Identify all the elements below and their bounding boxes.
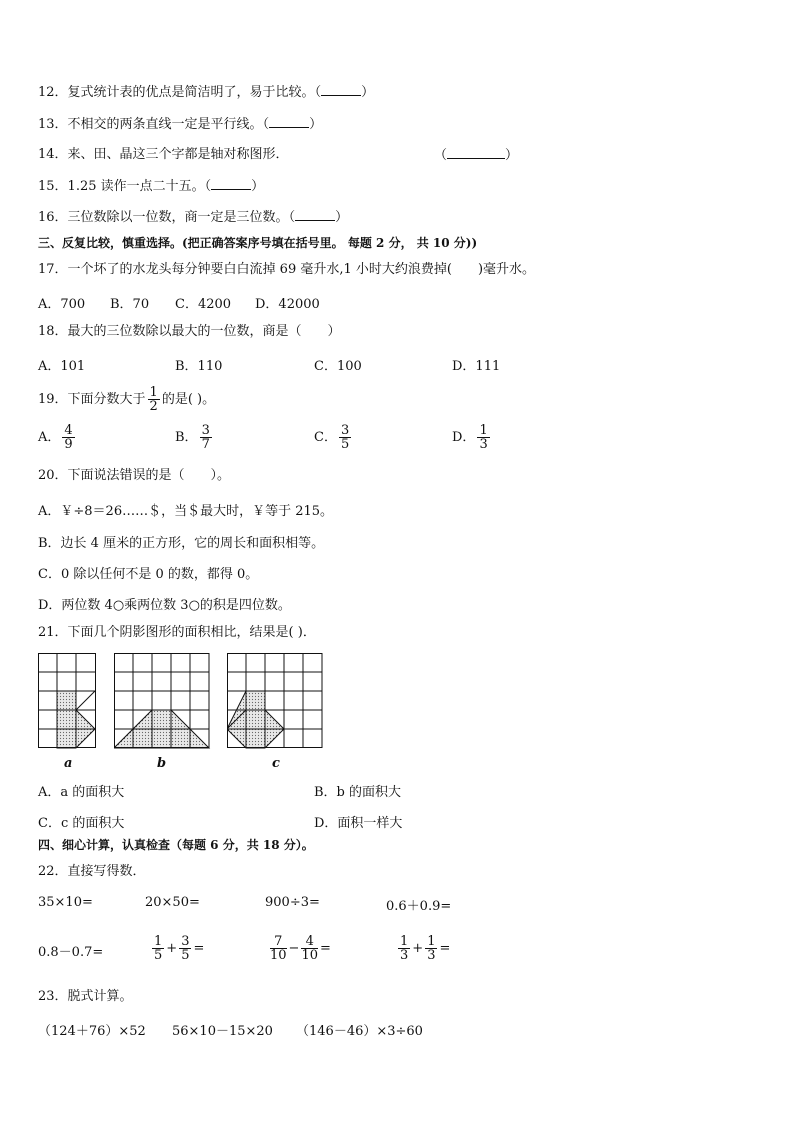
- option-d[interactable]: D． $\frac{1}{3}$: [452, 423, 488, 452]
- question-21: 21．下面几个阴影图形的面积相比，结果是( )．: [38, 625, 316, 640]
- option-a[interactable]: A．101: [38, 359, 86, 374]
- question-text: 不相交的两条直线一定是平行线。: [67, 117, 263, 132]
- figure-label-c: c: [272, 756, 280, 771]
- option-d[interactable]: D．两位数 4○乘两位数 3○的积是四位数。: [38, 598, 291, 613]
- calc-item: 900÷3=: [265, 895, 320, 910]
- question-text: 复式统计表的优点是简洁明了，易于比较。: [67, 85, 315, 100]
- option-d[interactable]: D．面积一样大: [314, 816, 403, 831]
- option-c[interactable]: C．c 的面积大: [38, 816, 125, 831]
- section-3-heading: 三、反复比较，慎重选择。(把正确答案序号填在括号里。 每题 2 分， 共 10 分)): [38, 236, 478, 250]
- question-19: 19．下面分数大于 $\frac{1}{2}$ 的是( )。: [38, 385, 216, 414]
- option-c[interactable]: C． $\frac{3}{5}$: [314, 423, 350, 452]
- answer-blank[interactable]: [447, 147, 505, 159]
- calc-item: （124＋76）×52: [38, 1024, 146, 1039]
- answer-blank[interactable]: [295, 209, 335, 221]
- answer-blank[interactable]: [321, 84, 361, 96]
- calc-fraction-item: $\frac{1}{3}$ + $\frac{1}{3}$ =: [400, 934, 451, 963]
- figure-b: [114, 653, 212, 749]
- option-a[interactable]: A． $\frac{4}{9}$: [38, 423, 73, 452]
- answer-blank[interactable]: [269, 116, 309, 128]
- question-16: 16．三位数除以一位数，商一定是三位数。（ ）: [38, 210, 349, 225]
- option-d[interactable]: D．111: [452, 359, 501, 374]
- question-12: 12．复式统计表的优点是简洁明了，易于比较。（ ）: [38, 85, 375, 100]
- option-b[interactable]: B．70: [110, 297, 150, 312]
- figure-a: [38, 653, 98, 749]
- option-a[interactable]: A．￥÷8＝26……＄，当＄最大时，￥等于 215。: [38, 504, 334, 519]
- calc-item: （146－46）×3÷60: [296, 1024, 423, 1039]
- answer-blank[interactable]: [211, 178, 251, 190]
- calc-item: 0.6＋0.9=: [386, 899, 452, 914]
- section-4-heading: 四、细心计算，认真检查（每题 6 分，共 18 分）。: [38, 838, 314, 852]
- calc-item: 20×50=: [145, 895, 200, 910]
- question-20: 20．下面说法错误的是（ ）。: [38, 468, 231, 483]
- question-14-answer: （ ）: [434, 148, 519, 163]
- question-14: 14．来、田、晶这三个字都是轴对称图形．: [38, 147, 289, 162]
- question-13: 13．不相交的两条直线一定是平行线。（ ）: [38, 117, 323, 132]
- option-b[interactable]: B．边长 4 厘米的正方形，它的周长和面积相等。: [38, 536, 325, 551]
- option-b[interactable]: B．b 的面积大: [314, 785, 402, 800]
- calc-item: 0.8－0.7=: [38, 945, 104, 960]
- question-22: 22．直接写得数．: [38, 864, 146, 879]
- question-text: 1.25 读作一点二十五。: [67, 179, 205, 194]
- option-a[interactable]: A．a 的面积大: [38, 785, 125, 800]
- question-23: 23．脱式计算。: [38, 989, 133, 1004]
- figure-label-a: a: [64, 756, 73, 771]
- option-c[interactable]: C．4200: [175, 297, 232, 312]
- option-b[interactable]: B．110: [175, 359, 223, 374]
- calc-item: 35×10=: [38, 895, 93, 910]
- question-text: 来、田、晶这三个字都是轴对称图形．: [67, 147, 289, 162]
- question-text: 三位数除以一位数，商一定是三位数。: [67, 210, 289, 225]
- calc-item: 56×10－15×20: [172, 1024, 273, 1039]
- figure-label-b: b: [157, 756, 167, 771]
- question-15: 15．1.25 读作一点二十五。（ ）: [38, 179, 265, 194]
- calc-fraction-item: $\frac{7}{10}$ − $\frac{4}{10}$ =: [270, 934, 331, 963]
- option-c[interactable]: C．100: [314, 359, 362, 374]
- question-number: 12．: [38, 85, 68, 100]
- fraction: $\frac{1}{2}$: [149, 385, 158, 414]
- option-b[interactable]: B． $\frac{3}{7}$: [175, 423, 210, 452]
- question-17: 17．一个坏了的水龙头每分钟要白白流掉 69 毫升水,1 小时大约浪费掉( )毫升水。: [38, 262, 536, 277]
- figure-c: [227, 653, 325, 749]
- question-18: 18．最大的三位数除以最大的一位数，商是（ ）: [38, 324, 341, 339]
- option-d[interactable]: D．42000: [255, 297, 320, 312]
- calc-fraction-item: $\frac{1}{5}$ + $\frac{3}{5}$ =: [154, 934, 205, 963]
- option-c[interactable]: C．0 除以任何不是 0 的数，都得 0。: [38, 567, 259, 582]
- option-a[interactable]: A．700: [38, 297, 86, 312]
